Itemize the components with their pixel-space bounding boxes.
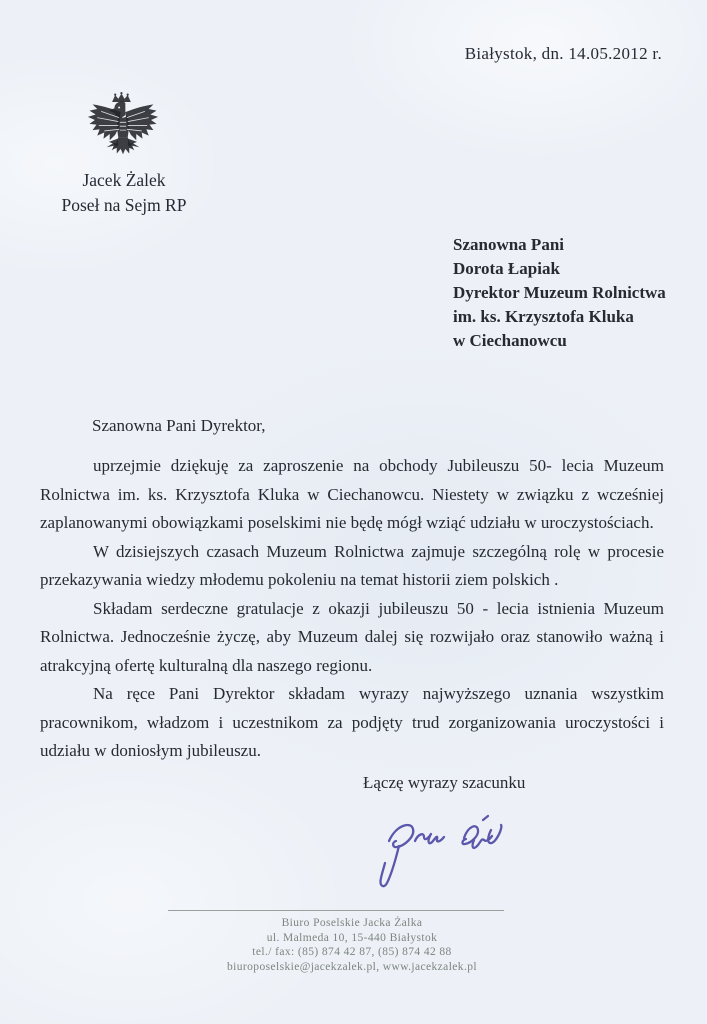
sender-name: Jacek Żalek — [82, 170, 166, 190]
footer-office-name: Biuro Poselskie Jacka Żalka — [281, 917, 423, 929]
footer-divider — [168, 910, 504, 911]
recipient-line: Dyrektor Muzeum Rolnictwa — [453, 283, 666, 302]
office-footer — [0, 916, 704, 974]
footer-email-web: biuroposelskie@jacekzalek.pl, www.jacekzalek.pl — [227, 960, 477, 973]
footer-phone: tel./ fax: (85) 874 42 87, (85) 874 42 88 — [252, 946, 452, 958]
recipient-block — [453, 233, 666, 353]
salutation: Szanowna Pani Dyrektor, — [92, 416, 266, 435]
footer-address: ul. Malmeda 10, 15-440 Białystok — [266, 931, 438, 944]
polish-eagle-emblem-icon — [84, 90, 162, 164]
recipient-line: w Ciechanowcu — [453, 331, 567, 350]
recipient-line: im. ks. Krzysztofa Kluka — [453, 307, 634, 326]
handwritten-signature — [366, 810, 544, 892]
date-line: Białystok, dn. 14.05.2012 r. — [464, 44, 662, 63]
recipient-line: Dorota Łapiak — [453, 259, 560, 278]
body-paragraph: Składam serdeczne gratulacje z okazji jubileuszu 50 - lecia istnienia Muzeum Rolnictwa. Jednocześnie życzę, aby Muzeum dalej się rozwijało oraz stanowiło ważną i atrakcyjną ofertę kulturalną dla naszego regionu. — [40, 598, 664, 675]
letter-body — [40, 452, 664, 766]
recipient-line: Szanowna Pani — [453, 235, 564, 254]
closing-phrase: Łączę wyrazy szacunku — [363, 773, 526, 792]
body-paragraph: W dzisiejszych czasach Muzeum Rolnictwa zajmuje szczególną rolę w procesie przekazywania wiedzy młodemu pokoleniu na temat historii ziem polskich . — [40, 541, 664, 589]
body-paragraph: uprzejmie dziękuję za zaproszenie na obchody Jubileuszu 50- lecia Muzeum Rolnictwa im. ks. Krzysztofa Kluka w Ciechanowcu. Niestety w związku z wcześniej zaplanowanymi obowiązkami poselskimi nie będę mógł wziąć udziału w uroczystościach. — [40, 456, 664, 532]
body-paragraph: Na ręce Pani Dyrektor składam wyrazy najwyższego uznania wszystkim pracownikom, władzom i uczestnikom za podjęty trud zorganizowania uroczystości i udziału w doniosłym jubileuszu. — [40, 684, 664, 760]
sender-title: Poseł na Sejm RP — [61, 195, 187, 215]
